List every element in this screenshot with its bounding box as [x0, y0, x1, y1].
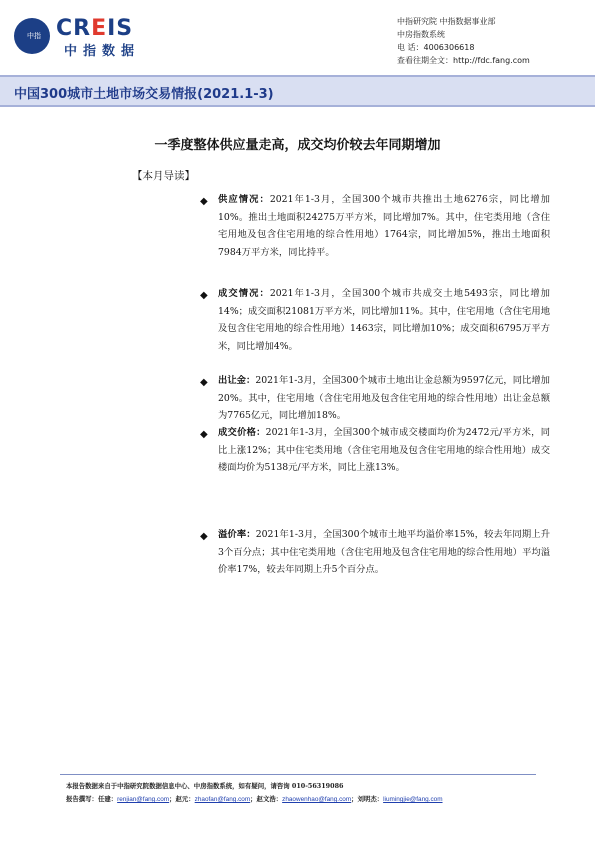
- footer-separator: ；赵文浩：: [250, 795, 283, 803]
- contact-line-website[interactable]: 查看往期全文：http://fdc.fang.com: [397, 56, 530, 65]
- section-land-revenue: [218, 372, 550, 425]
- logo-word-text: CREIS: [56, 16, 134, 41]
- creis-logo: [14, 16, 174, 58]
- section-label: 成交价格：: [218, 427, 266, 438]
- bullet-icon: ◆: [200, 377, 208, 388]
- guide-heading: 【本月导读】: [132, 170, 195, 182]
- section-text: 2021年1-3月，全国300个城市土地出让金总额为9597亿元，同比增加20%。其中，住宅用地（含住宅用地及包含住宅用地的综合性用地）出让金总额为7765亿元，同比增加18%。: [218, 375, 550, 421]
- logo-word: [56, 16, 133, 41]
- contact-line-system: 中房指数系统: [397, 30, 445, 39]
- report-title: 中国300城市土地市场交易情报(2021.1-3): [14, 87, 274, 102]
- section-transaction: [218, 285, 550, 355]
- footer-divider: [60, 774, 536, 775]
- bullet-icon: ◆: [200, 290, 208, 301]
- bullet-icon: ◆: [200, 531, 208, 542]
- contact-line-phone: 电 话：4006306618: [397, 43, 475, 52]
- footer-authors-label: 报告撰写：任建：: [66, 795, 118, 803]
- report-subtitle: 一季度整体供应量走高，成交均价较去年同期增加: [154, 138, 441, 153]
- contact-info: [397, 15, 530, 67]
- section-text: 2021年1-3月，全国300个城市成交楼面均价为2472元/平方米，同比上涨12%；其中住宅类用地（含住宅用地及包含住宅用地的综合性用地）成交楼面均价为5138元/平方米，同比上涨13%。: [218, 427, 550, 473]
- section-premium-rate: [218, 526, 550, 579]
- bullet-icon: ◆: [200, 429, 208, 440]
- email-link-zhaofan[interactable]: zhaofan@fang.com: [194, 796, 251, 803]
- logo-emblem-icon: [14, 18, 50, 54]
- section-label: 供应情况：: [218, 194, 270, 205]
- footer-source-note: 本报告数据来自于中指研究院数据信息中心、中房指数系统，如有疑问，请咨询 010-56319086: [66, 782, 344, 790]
- email-link-zhaowenhao[interactable]: zhaowenhao@fang.com: [282, 796, 352, 803]
- section-text: 2021年1-3月，全国300个城市土地平均溢价率15%，较去年同期上升3个百分点；其中住宅类用地（含住宅用地及包含住宅用地的综合性用地）平均溢价率17%，较去年同期上升5个百分点。: [218, 529, 550, 575]
- section-supply: [218, 191, 550, 261]
- section-label: 溢价率：: [218, 529, 256, 540]
- email-link-renjian[interactable]: renjian@fang.com: [117, 796, 170, 803]
- footer-authors: [66, 794, 443, 803]
- section-text: 2021年1-3月，全国300个城市共推出土地6276宗，同比增加10%。推出土地面积24275万平方米，同比增加7%。其中，住宅类用地（含住宅用地及包含住宅用地的综合性用地）1764宗，同比增加5%，推出土地面积7984万平方米，同比持平。: [218, 194, 550, 258]
- bullet-icon: ◆: [200, 196, 208, 207]
- footer-separator: ；刘明杰：: [351, 795, 384, 803]
- section-text: 2021年1-3月，全国300个城市共成交土地5493宗，同比增加14%；成交面积21081万平方米，同比增加11%。其中，住宅用地（含住宅用地及包含住宅用地的综合性用地）1463宗，同比增加10%；成交面积6795万平方米，同比增加4%。: [218, 288, 550, 352]
- section-label: 成交情况：: [218, 288, 270, 299]
- logo-seal-text: 中指: [27, 32, 41, 40]
- contact-line-org: 中指研究院 中指数据事业部: [397, 17, 496, 26]
- section-price: [218, 424, 550, 477]
- footer-separator: ；赵元：: [169, 795, 195, 803]
- email-link-liumingjie[interactable]: liumingjie@fang.com: [383, 796, 443, 803]
- logo-accent-letter: E: [91, 16, 108, 41]
- logo-chinese: 中指数据: [64, 44, 141, 59]
- report-title-band: [0, 75, 595, 107]
- section-label: 出让金：: [218, 375, 256, 386]
